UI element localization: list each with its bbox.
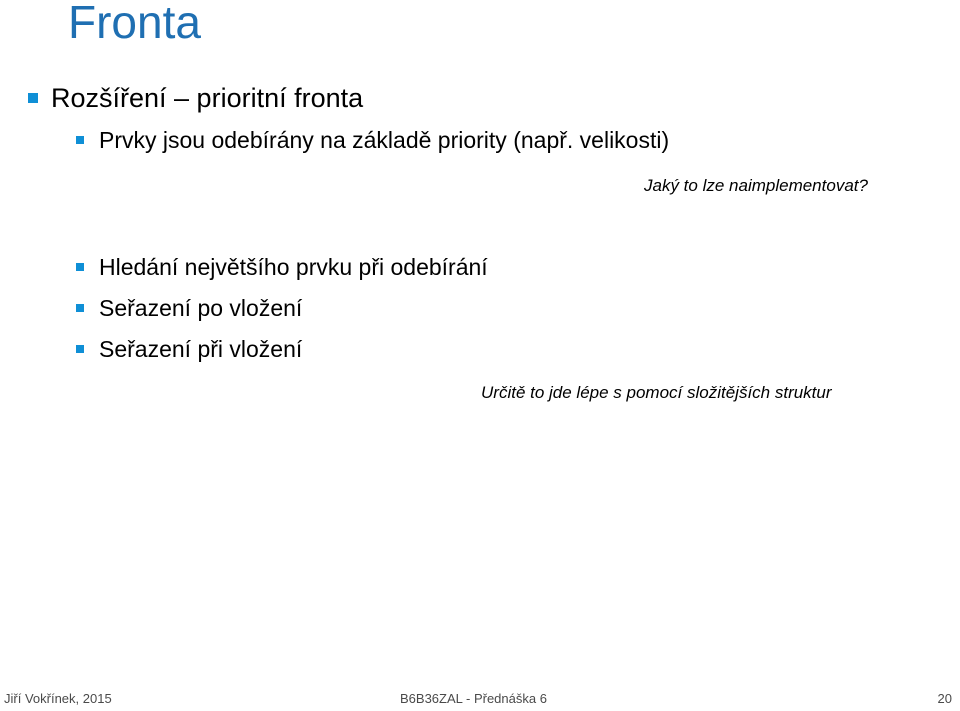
square-bullet-icon — [28, 93, 38, 103]
bullet-item-priority-queue — [28, 82, 363, 114]
sub-bullet-item-sort-on-insert — [76, 335, 302, 363]
sub-bullet-item-sort-after-insert — [76, 294, 302, 322]
bullet-text: Prvky jsou odebírány na základě priority (např. velikosti) — [99, 127, 670, 153]
footer-author: Jiří Vokřínek, 2015 — [4, 691, 112, 706]
bullet-text: Hledání největšího prvku při odebírání — [99, 254, 488, 280]
note-answer: Určitě to jde lépe s pomocí složitějších struktur — [481, 383, 832, 402]
square-bullet-icon — [76, 136, 84, 144]
footer-course: B6B36ZAL - Přednáška 6 — [400, 691, 547, 706]
bullet-text: Rozšíření – prioritní fronta — [51, 83, 364, 113]
square-bullet-icon — [76, 263, 84, 271]
bullet-text: Seřazení při vložení — [99, 336, 303, 362]
sub-bullet-item-priority — [76, 126, 669, 154]
sub-bullet-item-find-max — [76, 253, 488, 281]
footer-page-number: 20 — [937, 691, 952, 706]
square-bullet-icon — [76, 345, 84, 353]
note-question: Jaký to lze naimplementovat? — [644, 176, 868, 195]
bullet-text: Seřazení po vložení — [99, 295, 303, 321]
square-bullet-icon — [76, 304, 84, 312]
slide-title: Fronta — [68, 0, 201, 48]
